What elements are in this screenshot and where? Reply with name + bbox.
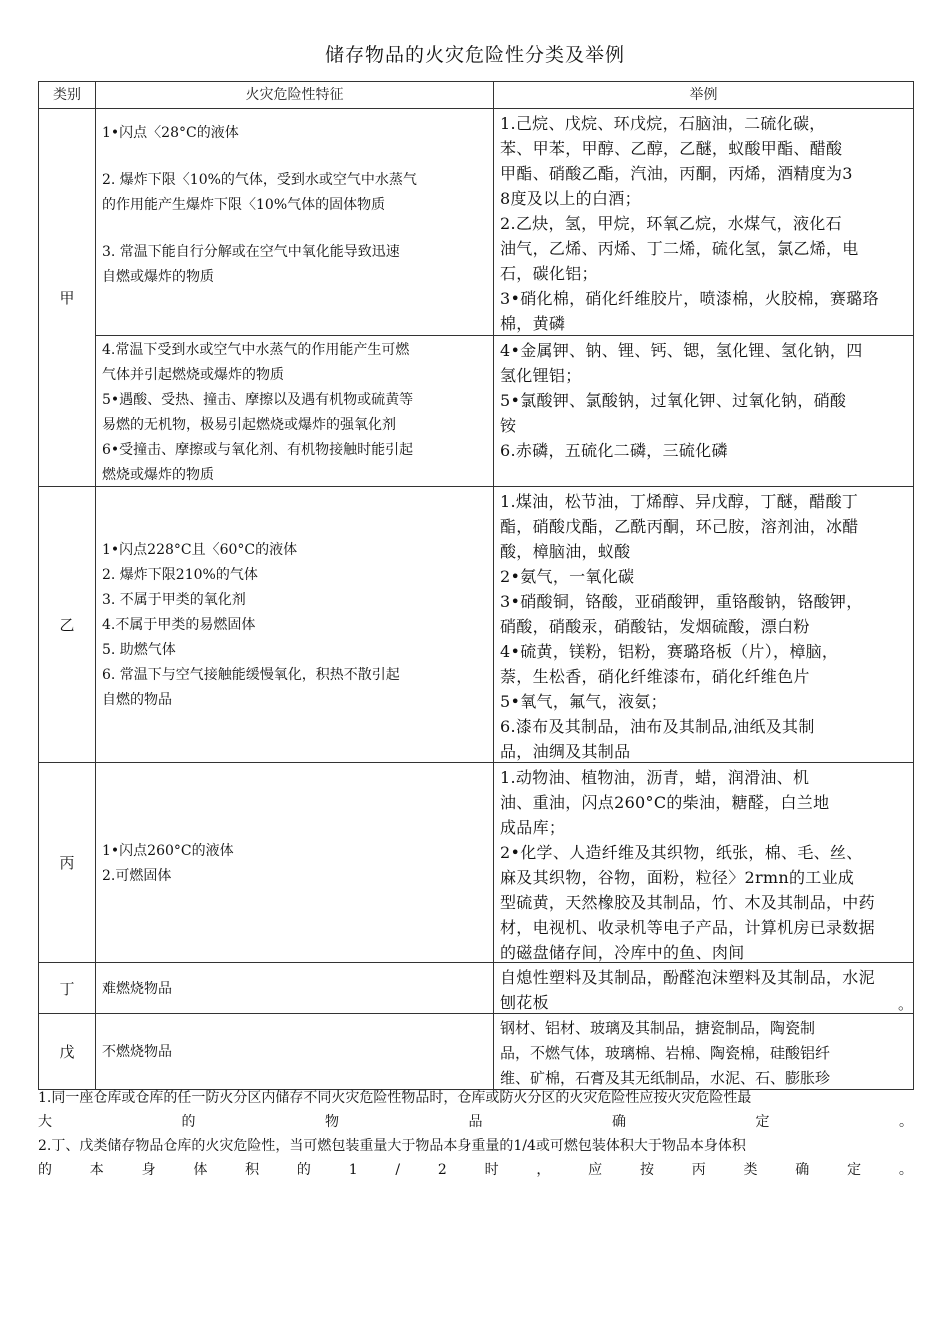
examples-line: 油气，乙烯、丙烯、丁二烯，硫化氢，氯乙烯，电	[500, 239, 859, 258]
footnote-token: 类	[743, 1162, 758, 1178]
footnote-token: 1	[348, 1162, 358, 1178]
features-cell	[96, 763, 494, 963]
features-cell	[96, 963, 494, 1014]
examples-line: 4•金属钾、钠、锂、钙、锶，氢化锂、氢化钠，四	[500, 341, 863, 360]
examples-line: 石，碳化铝；	[500, 264, 598, 283]
examples-line: 萘，生松香，硝化纤维漆布，硝化纤维色片	[500, 667, 810, 686]
features-line: 3. 常温下能自行分解或在空气中氧化能导致迅速	[102, 244, 400, 260]
examples-line: 刨花板	[500, 993, 549, 1012]
footnote-token: 丙	[691, 1162, 706, 1178]
examples-line: 棉，黄磷	[500, 314, 566, 333]
examples-line: 3•硝化棉，硝化纤维胶片，喷漆棉，火胶棉，赛璐珞	[500, 289, 879, 308]
category-cell: 丙	[39, 763, 96, 963]
footnote-token: 定	[755, 1114, 770, 1130]
footnote-token: 积	[245, 1162, 260, 1178]
category-cell: 甲	[39, 109, 96, 487]
examples-line: 5•氧气，氟气，液氨；	[500, 692, 667, 711]
table-row	[39, 336, 914, 487]
features-line: 4.常温下受到水或空气中水蒸气的作用能产生可燃	[102, 342, 410, 358]
features-line	[102, 218, 487, 240]
examples-line: 苯、甲苯，甲醇、乙醇，乙醚，蚁酸甲酯、醋酸	[500, 139, 843, 158]
examples-line: 1.动物油、植物油，沥青，蜡，润滑油、机	[500, 768, 810, 787]
footnote-token: 物	[325, 1114, 339, 1130]
header-examples: 举例	[494, 82, 914, 109]
footnote-line: 2.丁、戊类储存物品仓库的火灾危险性，当可燃包装重量大于物品本身重量的1/4或可燃包装体积大于物品本身体积	[38, 1138, 746, 1154]
features-line: 燃烧或爆炸的物质	[102, 467, 214, 483]
examples-line: 品，不燃气体，玻璃棉、岩棉、陶瓷棉，硅酸铝纤	[500, 1044, 831, 1062]
features-cell	[96, 336, 494, 487]
footnote-token: 的	[181, 1114, 196, 1130]
examples-line: 自熄性塑料及其制品，酚醛泡沫塑料及其制品，水泥	[500, 968, 875, 987]
footnote-token: 应	[588, 1162, 603, 1178]
examples-cell	[494, 336, 914, 487]
features-line: 5•遇酸、受热、撞击、摩擦以及遇有机物或硫黄等	[102, 392, 414, 408]
features-line	[102, 146, 487, 168]
features-line: 不燃烧物品	[102, 1044, 172, 1060]
examples-line: 酯，硝酸戊酯，乙酰丙酮，环己胺，溶剂油，冰醋	[500, 517, 859, 536]
features-line: 自燃或爆炸的物质	[102, 269, 214, 285]
examples-line: 5•氯酸钾、氯酸钠，过氧化钾、过氧化钠，硝酸	[500, 391, 847, 410]
examples-line: 成品库；	[500, 818, 566, 837]
examples-cell	[494, 763, 914, 963]
examples-line: 油、重油，闪点260°C的柴油，糖醛，白兰地	[500, 793, 830, 812]
features-cell	[96, 109, 494, 336]
footnotes	[38, 1086, 913, 1182]
footnote-line: 1.同一座仓库或仓库的任一防火分区内储存不同火灾危险性物品时，仓库或防火分区的火灾危险性应按火灾危险性最	[38, 1090, 752, 1106]
examples-line: 4•硫黄，镁粉，铝粉，赛璐珞板（片），樟脑，	[500, 642, 839, 661]
footnote-token: 确	[612, 1114, 626, 1130]
features-line: 的作用能产生爆炸下限〈10%气体的固体物质	[102, 197, 386, 213]
features-line: 难燃烧物品	[102, 980, 172, 997]
features-line: 5. 助燃气体	[102, 642, 176, 658]
examples-line: 1.煤油，松节油，丁烯醇、异戊醇，丁醚，醋酸丁	[500, 492, 859, 511]
footnote-token: 2	[437, 1162, 447, 1178]
examples-line: 维、矿棉，石膏及其无纸制品，水泥、石、膨胀珍	[500, 1069, 831, 1087]
examples-cell	[494, 109, 914, 336]
footnote-token: 身	[141, 1162, 156, 1178]
examples-line: 麻及其织物，谷物，面粉，粒径〉2rmn的工业成	[500, 868, 855, 887]
examples-line: 6.赤磷，五硫化二磷，三硫化磷	[500, 441, 728, 460]
features-line: 6. 常温下与空气接触能缓慢氧化，积热不散引起	[102, 667, 400, 683]
footnote-justified-line	[38, 1158, 913, 1182]
category-cell: 乙	[39, 487, 96, 763]
examples-line: 酸，樟脑油，蚁酸	[500, 542, 631, 561]
examples-line: 铵	[500, 416, 517, 435]
examples-cell	[494, 963, 914, 1014]
features-line: 自燃的物品	[102, 692, 172, 708]
features-line: 易燃的无机物，极易引起燃烧或爆炸的强氧化剂	[102, 417, 396, 433]
table-row	[39, 487, 914, 763]
features-cell	[96, 487, 494, 763]
examples-line: 材，电视机、收录机等电子产品，计算机房已录数据	[500, 918, 875, 937]
features-cell	[96, 1014, 494, 1090]
footnote-token: 体	[193, 1162, 208, 1178]
features-line: 4.不属于甲类的易燃固体	[102, 617, 256, 633]
footnote-token: 时	[484, 1162, 499, 1178]
features-line: 2. 爆炸下限210%的气体	[102, 567, 258, 583]
footnote-token: 大	[38, 1114, 52, 1130]
examples-line: 2•氨气，一氧化碳	[500, 567, 635, 586]
features-line: 2.可燃固体	[102, 867, 172, 884]
footnote-token: 确	[795, 1162, 810, 1178]
footnote-token: /	[395, 1162, 401, 1178]
features-line: 3. 不属于甲类的氧化剂	[102, 592, 246, 608]
header-category: 类别	[39, 82, 96, 109]
examples-line: 钢材、铝材、玻璃及其制品，搪瓷制品，陶瓷制	[500, 1019, 816, 1037]
footnote-token: 按	[639, 1162, 654, 1178]
footnote-token: 品	[468, 1114, 483, 1130]
hazard-classification-table	[38, 81, 914, 1090]
table-row	[39, 1014, 914, 1090]
examples-line: 的磁盘储存间，冷库中的鱼、肉间	[500, 943, 745, 962]
features-line: 6•受撞击、摩擦或与氧化剂、有机物接触时能引起	[102, 442, 414, 458]
examples-line: 型硫黄，天然橡胶及其制品，竹、木及其制品，中药	[500, 893, 875, 912]
footnote-token: 。	[899, 1114, 913, 1130]
category-cell: 戊	[39, 1014, 96, 1090]
features-line: 1•闪点260°C的液体	[102, 842, 234, 859]
trailing-mark: 。	[897, 995, 913, 1013]
examples-line: 氢化锂铝；	[500, 366, 582, 385]
category-cell: 丁	[39, 963, 96, 1014]
table-row	[39, 763, 914, 963]
table-row	[39, 109, 914, 336]
examples-line: 8度及以上的白酒；	[500, 189, 641, 208]
document-title: 储存物品的火灾危险性分类及举例	[324, 44, 625, 66]
table-row	[39, 963, 914, 1014]
features-line: 气体并引起燃烧或爆炸的物质	[102, 367, 284, 383]
table-header-row	[39, 82, 914, 109]
examples-line: 2.乙炔，氢，甲烷，环氧乙烷，水煤气，液化石	[500, 214, 842, 233]
footnote-token: 本	[89, 1162, 104, 1178]
examples-line: 甲酯、硝酸乙酯，汽油，丙酮，丙烯，酒精度为3	[500, 164, 853, 183]
examples-line: 2•化学、人造纤维及其织物，纸张，棉、毛、丝、	[500, 843, 863, 862]
footnote-token: 。	[898, 1162, 913, 1178]
footnote-token: 的	[38, 1162, 52, 1178]
footnote-token: 定	[847, 1162, 862, 1178]
examples-line: 1.己烷、戊烷、环戊烷，石脑油，二硫化碳，	[500, 114, 826, 133]
header-features: 火灾危险性特征	[96, 82, 494, 109]
examples-line: 6.漆布及其制品，油布及其制品,油纸及其制	[500, 717, 815, 736]
examples-cell	[494, 487, 914, 763]
features-line: 1•闪点228°C且〈60°C的液体	[102, 542, 298, 558]
footnote-token: 的	[296, 1162, 311, 1178]
examples-line: 硝酸，硝酸汞，硝酸钴，发烟硫酸，漂白粉	[500, 617, 810, 636]
features-line: 1•闪点〈28°C的液体	[102, 125, 239, 141]
features-line: 2. 爆炸下限〈10%的气体，受到水或空气中水蒸气	[102, 172, 417, 188]
footnote-token: ，	[536, 1162, 551, 1178]
footnote-justified-line	[38, 1110, 913, 1134]
examples-line: 3•硝酸铜，铬酸，亚硝酸钾，重铬酸钠，铬酸钾，	[500, 592, 863, 611]
examples-line: 品，油绸及其制品	[500, 742, 631, 761]
